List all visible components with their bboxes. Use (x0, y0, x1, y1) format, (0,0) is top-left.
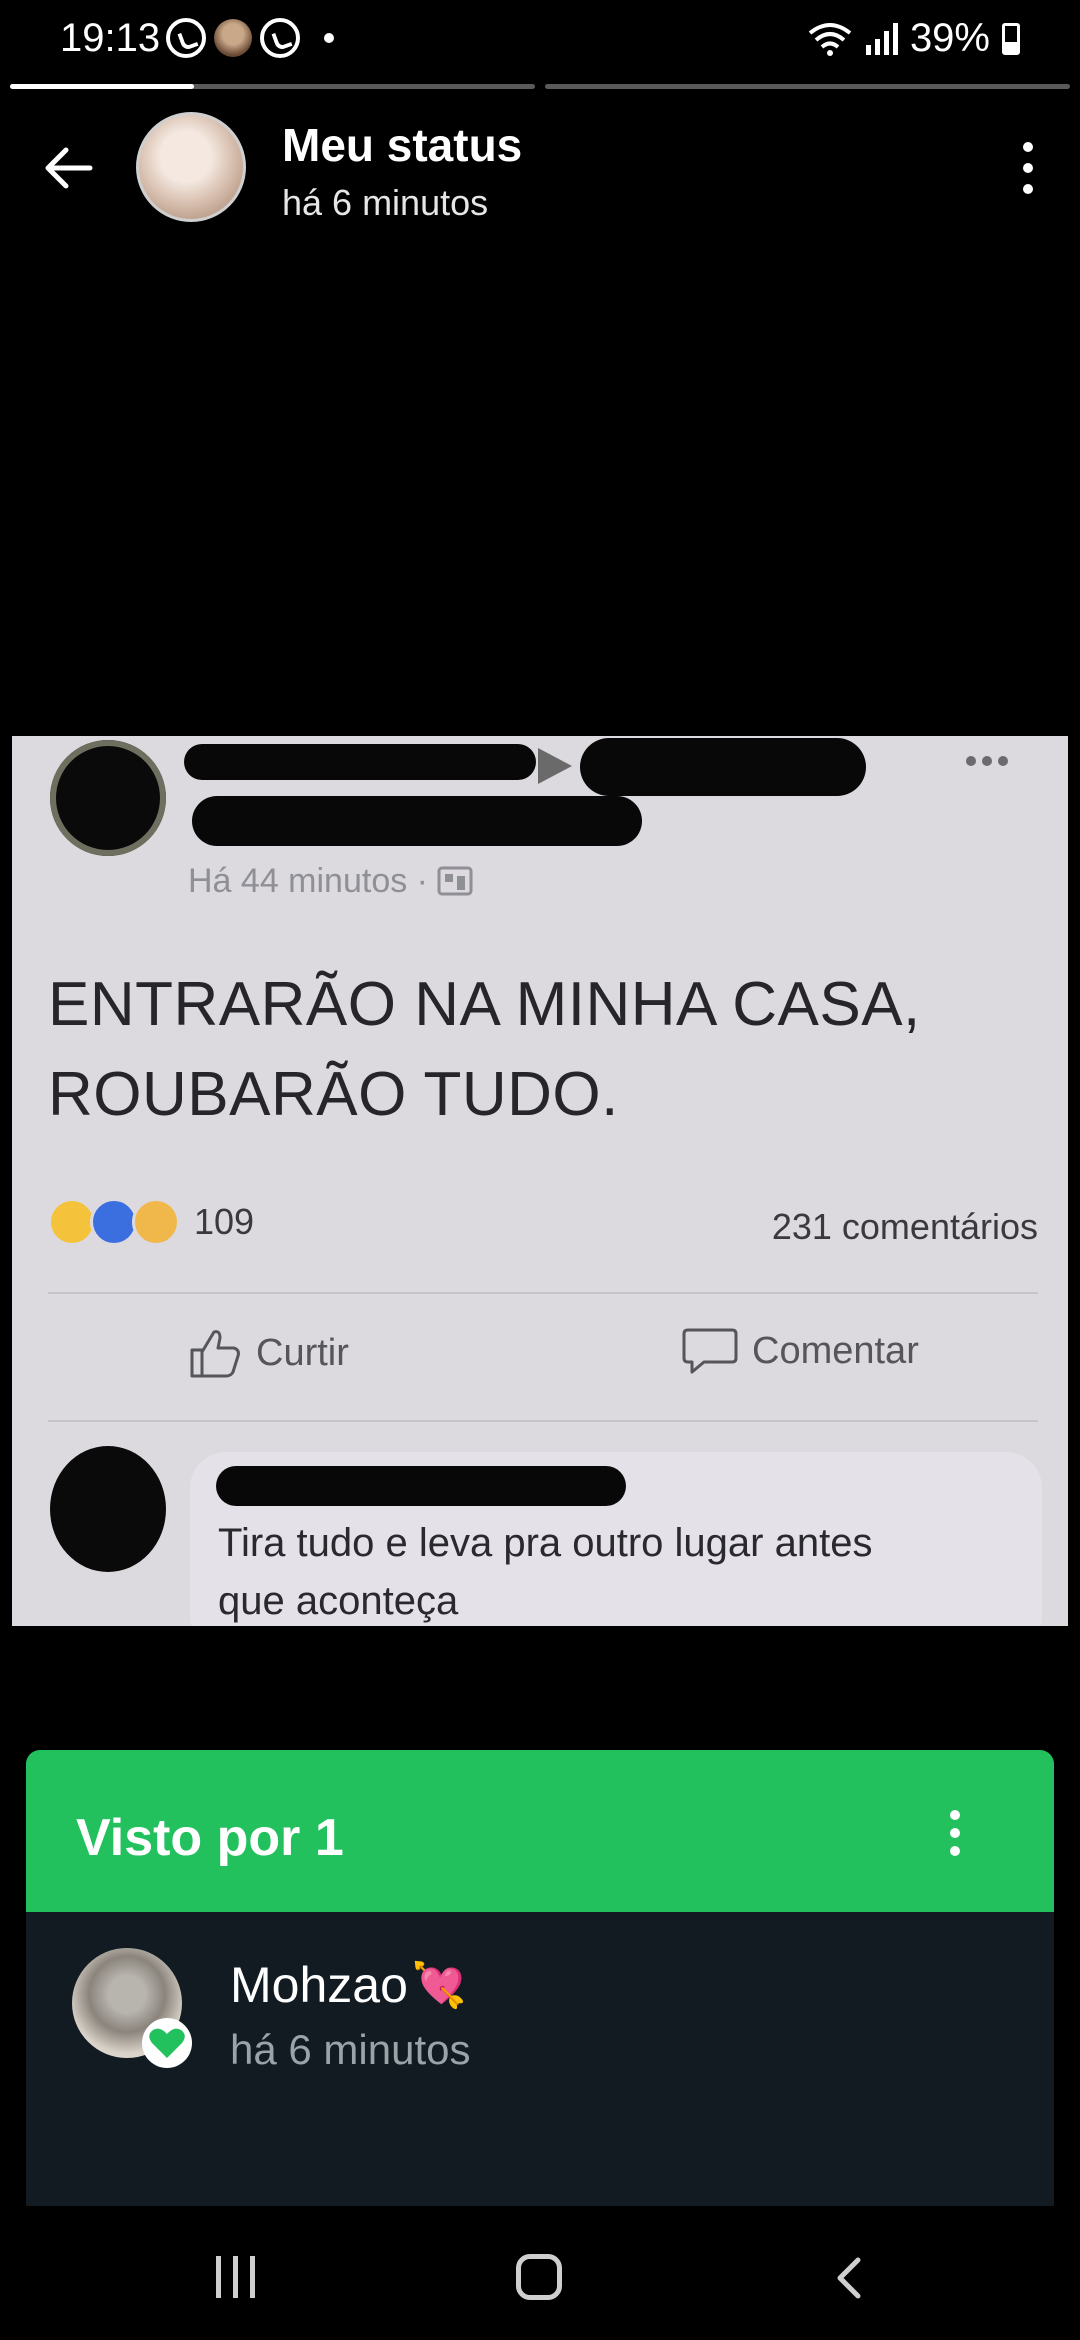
profile-avatar[interactable] (136, 112, 246, 222)
viewer-row[interactable] (26, 1912, 1054, 2073)
status-image[interactable] (12, 736, 1068, 1626)
viewers-menu-button[interactable] (948, 1810, 962, 1856)
more-notifications-dot-icon (324, 33, 334, 43)
haha-reaction-icon (48, 1198, 96, 1246)
whatsapp-icon (166, 18, 206, 58)
heart-reaction-icon (142, 2018, 192, 2068)
sad-reaction-icon (132, 1198, 180, 1246)
redacted-group (580, 738, 866, 796)
commenter-avatar (50, 1446, 166, 1572)
system-indicators (806, 16, 1020, 61)
notification-icons (166, 18, 334, 58)
reaction-count: 109 (194, 1201, 255, 1242)
home-button[interactable] (516, 2254, 562, 2300)
story-progress-segment-2 (545, 84, 1070, 89)
viewers-title: Visto por 1 (76, 1809, 344, 1867)
privacy-icon (437, 866, 473, 896)
battery-icon (1002, 23, 1020, 55)
like-action: Curtir (188, 1326, 349, 1380)
like-reaction-icon (90, 1198, 138, 1246)
comment-action: Comentar (682, 1326, 919, 1376)
divider (48, 1420, 1038, 1422)
thumbs-up-icon (188, 1326, 242, 1380)
nav-back-button[interactable] (826, 2254, 874, 2302)
status-timestamp: há 6 minutos (282, 182, 489, 223)
post-text: ENTRARÃO NA MINHA CASA, ROUBARÃO TUDO. (48, 970, 921, 1129)
heart-arrow-emoji-icon: 💘 (411, 1961, 467, 2010)
redacted-subtitle (192, 796, 642, 846)
comment-count: 231 comentários (771, 1206, 1038, 1247)
comment-text: Tira tudo e leva pra outro lugar antes que aconteça (218, 1521, 873, 1623)
redacted-commenter-name (216, 1466, 626, 1506)
post-more-icon (966, 756, 1008, 766)
recent-apps-button[interactable] (216, 2256, 255, 2298)
post-author-avatar (50, 740, 166, 856)
status-title: Meu status (282, 119, 523, 171)
comment-bubble-icon (682, 1326, 738, 1376)
viewer-time: há 6 minutos (230, 2026, 471, 2073)
redacted-name (184, 744, 536, 780)
story-progress-fill (10, 84, 194, 89)
viewers-header (26, 1750, 1054, 1912)
more-options-button[interactable] (1018, 142, 1038, 194)
clock: 19:13 (60, 16, 161, 60)
wifi-icon (806, 21, 854, 57)
divider (48, 1292, 1038, 1294)
contact-avatar-icon (214, 19, 252, 57)
whatsapp-icon (260, 18, 300, 58)
system-nav-bar (0, 2220, 1080, 2340)
status-bar (0, 0, 1080, 80)
battery-percent: 39% (909, 16, 990, 60)
back-arrow-icon[interactable] (40, 140, 96, 196)
reactions-summary (48, 1198, 254, 1246)
post-time: Há 44 minutos · (188, 862, 473, 901)
cell-signal-icon (866, 23, 898, 55)
viewer-name: Mohzao 💘 (230, 1957, 467, 2013)
viewers-panel (26, 1750, 1054, 2206)
story-progress-segment-1 (10, 84, 535, 89)
shared-to-arrow-icon (538, 748, 572, 784)
